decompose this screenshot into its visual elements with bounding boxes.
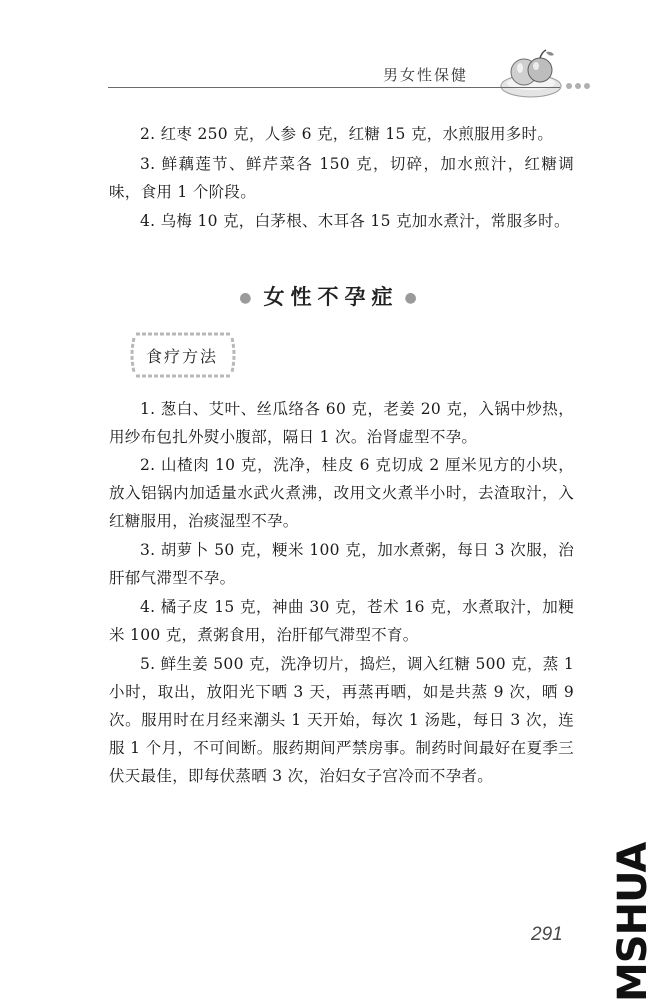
paragraph: 2. 红枣 250 克，人参 6 克，红糖 15 克，水煎服用多时。 (140, 125, 554, 143)
subheading-frame (130, 330, 236, 380)
section-title: ● 女性不孕症 ● (239, 285, 423, 309)
paragraph: 3. 胡萝卜 50 克，粳米 100 克，加水煮粥，每日 3 次服，治肝郁气滞型不孕。 (109, 541, 574, 587)
header-rule (108, 87, 560, 88)
paragraph: 3. 鲜藕莲节、鲜芹菜各 150 克，切碎，加水煎汁，红糖调味，食用 1 个阶段。 (109, 155, 574, 201)
paragraph: 5. 鲜生姜 500 克，洗净切片，捣烂，调入红糖 500 克，蒸 1 小时，取出，放阳光下晒 3 天，再蒸再晒，如是共蒸 9 次，晒 9 次。服用时在月经来潮头 1 天开始，每次 1 汤匙，每日 3 次，连服 1 个月，不可间断。服药期间严禁房事。制药时间最好在夏季三伏天最佳，即每伏蒸晒 3 次，治妇女子宫冷而不孕者。 (109, 655, 574, 785)
paragraph: 4. 橘子皮 15 克，神曲 30 克，苍术 16 克，水煮取汁，加粳米 100 克，煮粥食用，治肝郁气滞型不育。 (109, 598, 574, 644)
subheading-label: 食疗方法 (146, 347, 219, 366)
running-header-title: 男女性保健 (383, 66, 469, 84)
watermark: MSHUA (610, 842, 656, 1002)
apple-bowl-icon (499, 46, 563, 100)
header-dots-ornament (566, 74, 593, 93)
title-dot-left: ● (239, 290, 258, 306)
paragraph: 2. 山楂肉 10 克，洗净，桂皮 6 克切成 2 厘米见方的小块，放入铝锅内加适量水武火煮沸，改用文火煮半小时，去渣取汁，入红糖服用，治痰湿型不孕。 (109, 456, 574, 530)
page-number: 291 (531, 924, 563, 945)
paragraph: 1. 葱白、艾叶、丝瓜络各 60 克，老姜 20 克，入锅中炒热，用纱布包扎外熨小腹部，隔日 1 次。治肾虚型不孕。 (109, 400, 574, 446)
title-dot-right: ● (404, 290, 423, 306)
paragraph: 4. 乌梅 10 克，白茅根、木耳各 15 克加水煮汁，常服多时。 (140, 212, 570, 230)
